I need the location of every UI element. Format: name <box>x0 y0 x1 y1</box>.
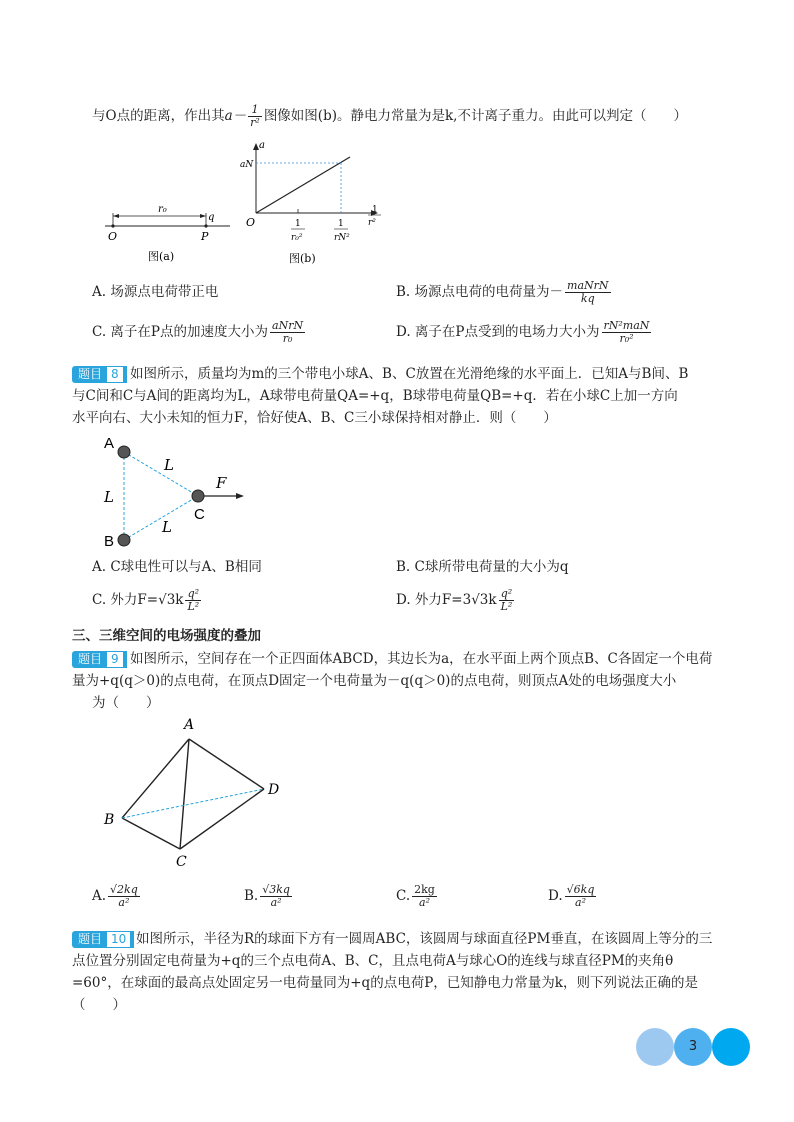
q8-label-l-left: L <box>104 488 114 506</box>
q7-stem-tail: 图像如图(b)。静电力常量为是k,不计离子重力。由此可以判定（ ） <box>263 108 687 124</box>
q8-option-b[interactable]: B. C球所带电荷量的大小为q <box>396 559 569 575</box>
fig-b-x-num: 1 <box>372 205 378 215</box>
q8-stem-line1: 如图所示，质量均为m的三个带电小球A、B、C放置在光滑绝缘的水平面上．已知A与B间、B <box>130 366 689 382</box>
section-heading: 三、三维空间的电场强度的叠加 <box>72 628 261 644</box>
fig-a-p-label: P <box>201 230 209 243</box>
fig-a-point-p <box>204 224 207 227</box>
q9-option-d[interactable]: D. $\frac{√6kq}{\text{a²}}$ <box>548 883 595 909</box>
fig-b-o-label: O <box>246 216 256 229</box>
q8-side-ac <box>124 452 198 496</box>
fig-a-o-label: O <box>108 230 118 243</box>
q7-fraction: $\frac{1}{\text{r²}}$ <box>250 103 260 129</box>
q10-stem-line1: 如图所示，半径为R的球面下方有一圆周ABC，该圆周与球面直径PM垂直，在该圆周上等分的三 <box>136 931 713 947</box>
fig-b-tick1-den: r₀² <box>291 233 303 243</box>
q7-option-a[interactable]: A. 场源点电荷带正电 <box>92 284 219 300</box>
q8-label-b: B <box>104 533 115 550</box>
q9-label-a: A <box>184 717 195 733</box>
fig-b-a-label: a <box>259 140 265 151</box>
fig-b-tick1-num: 1 <box>295 219 301 229</box>
pager-dot-3 <box>712 1028 750 1066</box>
q8-stem-line2: 与C间和C与A间的距离均为L，A球带电荷量QA=+q，B球带电荷量QB=+q．若在小球C上加一方向 <box>72 388 678 404</box>
q7-option-b[interactable]: B. 场源点电荷的电荷量为－ $\frac{\text{maNrN}}{kq}$ <box>396 279 609 305</box>
q9-stem-line3: 为（ ） <box>92 695 160 711</box>
q8-label-f: F <box>216 474 227 492</box>
q8-tag: 题目 8 <box>72 366 127 383</box>
q9-edge-ad <box>189 739 264 789</box>
q7-stem-text: 与O点的距离，作出其 <box>92 108 225 124</box>
fig-a-point-o <box>111 224 114 227</box>
fig-b-tick2-den: rN² <box>334 233 350 243</box>
q7-expr: a－ <box>224 108 247 124</box>
q9-label-c: C <box>176 854 187 870</box>
page-number: 3 <box>688 1039 698 1054</box>
q10-stem-line4: （ ） <box>72 997 126 1013</box>
q9-edge-ac <box>180 739 189 849</box>
fig-b-an-label: aN <box>240 160 254 170</box>
fig-b-line <box>256 157 350 213</box>
figure-b <box>238 140 388 270</box>
q8-force-arrow <box>236 493 244 499</box>
figure-a <box>100 196 240 266</box>
q10-stem-line3: =60°，在球面的最高点处固定另一电荷量同为+q的点电荷P，已知静电力常量为k，则下列说法正确的是 <box>72 975 698 991</box>
q7-option-d[interactable]: D. 离子在P点受到的电场力大小为 $\frac{\text{rN²maN}}{\text{r₀²}}$ <box>396 319 650 345</box>
q9-option-b[interactable]: B. $\frac{√3kq}{\text{a²}}$ <box>244 883 290 909</box>
q10-tag: 题目 10 <box>72 931 134 948</box>
q9-edge-ab <box>122 739 189 818</box>
fig-b-caption: 图(b) <box>289 252 316 265</box>
q9-stem-line2: 量为+q(q＞0)的点电荷，在顶点D固定一个电荷量为－q(q＞0)的点电荷，则顶点A处的电场强度大小 <box>72 673 677 689</box>
q9-option-c[interactable]: C. $\frac{2kg}{\text{a²}}$ <box>396 883 435 909</box>
q7-option-c[interactable]: C. 离子在P点的加速度大小为 $\frac{\text{aNrN}}{\text{r₀}}$ <box>92 319 304 345</box>
fig-a-caption: 图(a) <box>148 250 175 263</box>
q9-label-d: D <box>268 782 280 798</box>
fig-a-arrow-right <box>200 214 206 218</box>
q8-label-a: A <box>104 435 115 452</box>
q8-option-c[interactable]: C. 外力F=√3k $\frac{\text{q²}}{\text{L²}}$ <box>92 587 200 613</box>
q8-label-l-bottom: L <box>162 518 172 536</box>
q8-side-bc <box>124 496 198 540</box>
page-number-badge <box>636 1028 750 1066</box>
q10-stem-line2: 点位置分别固定电荷量为+q的三个点电荷A、B、C，且点电荷A与球心O的连线与球直径PM的夹角θ <box>72 953 674 969</box>
fig-b-x-den: r² <box>368 218 376 228</box>
q8-ball-b <box>118 534 130 546</box>
q9-option-a[interactable]: A. $\frac{√2kq}{\text{a²}}$ <box>92 883 138 909</box>
fig-a-arrow-left <box>113 214 119 218</box>
fig-a-q-label: q <box>208 212 215 223</box>
q9-edge-bc <box>122 818 180 849</box>
figure-q9-tetrahedron <box>96 712 296 872</box>
q9-stem-line1: 如图所示，空间存在一个正四面体ABCD，其边长为a，在水平面上两个顶点B、C各固定一个电荷 <box>130 651 713 667</box>
pager-dot-1 <box>636 1028 674 1066</box>
fig-b-tick2-num: 1 <box>338 219 344 229</box>
q7-stem-line <box>92 104 687 129</box>
q8-option-a[interactable]: A. C球电性可以与A、B相同 <box>92 559 262 575</box>
q8-stem-line3: 水平向右、大小未知的恒力F，恰好使A、B、C三小球保持相对静止．则（ ） <box>72 410 557 426</box>
fig-a-r0-label: r₀ <box>158 204 167 215</box>
q8-ball-c <box>192 490 204 502</box>
q8-option-d[interactable]: D. 外力F=3√3k $\frac{\text{q²}}{\text{L²}}$ <box>396 587 513 613</box>
q8-label-c: C <box>194 506 205 523</box>
q8-ball-a <box>118 446 130 458</box>
figure-q8-triangle <box>98 430 258 552</box>
q9-label-b: B <box>104 812 115 828</box>
q8-label-l-top: L <box>164 456 174 474</box>
q9-tag: 题目 9 <box>72 651 127 668</box>
